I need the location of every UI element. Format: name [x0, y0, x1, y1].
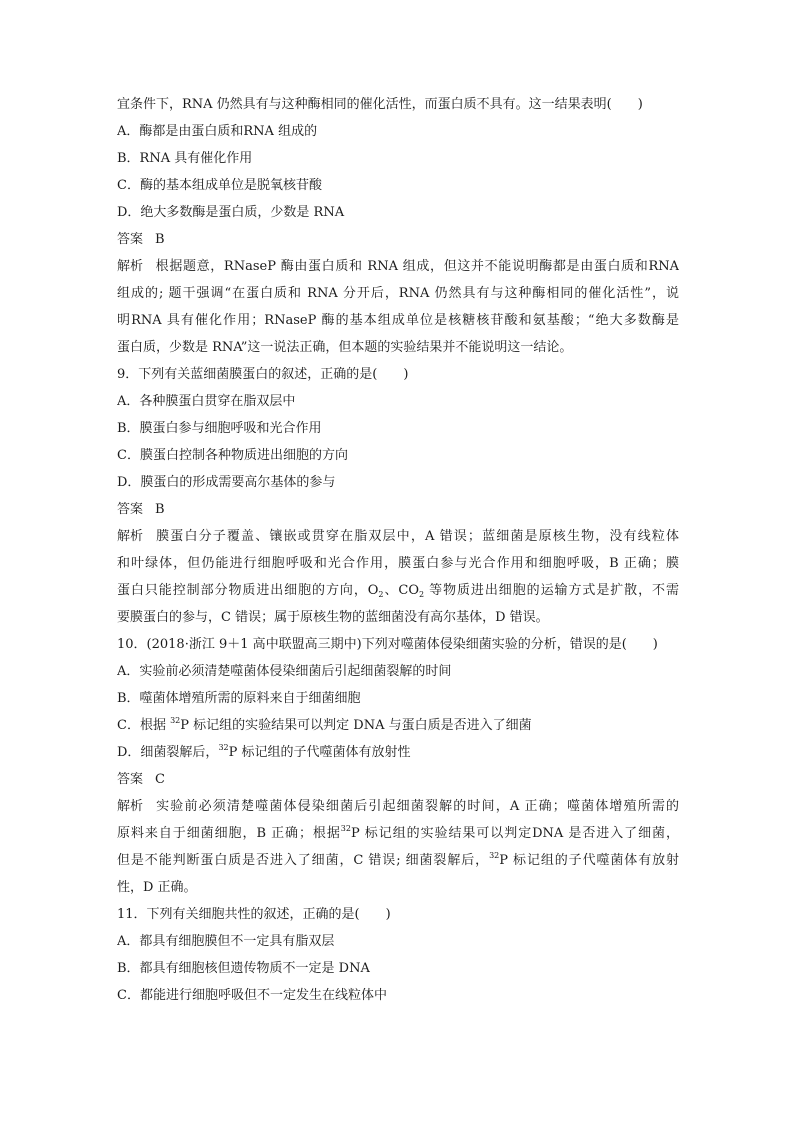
q8-analysis-line: 蛋白质，少数是 RNA”这一说法正确，但本题的实验结果并不能说明这一结论。	[117, 340, 573, 355]
superscript: 32	[218, 743, 229, 752]
q9-option-a: A．各种膜蛋白贯穿在脂双层中	[117, 394, 296, 409]
superscript: 32	[340, 824, 351, 833]
q10-stem: 10．(2018·浙江 9＋1 高中联盟高三期中)下列对噬菌体侵染细菌实验的分析，错误的是( )	[117, 637, 658, 652]
q10-analysis-line: 性，D 正确。	[117, 880, 197, 895]
answer-label: 答案	[117, 502, 144, 517]
q8-option-b: B．RNA 具有催化作用	[117, 151, 253, 166]
q9-option-b: B．膜蛋白参与细胞呼吸和光合作用	[117, 421, 322, 436]
option-text: P 标记组的子代噬菌体有放射性	[228, 745, 411, 760]
q11-stem: 11．下列有关细胞共性的叙述，正确的是( )	[117, 907, 391, 922]
q10-analysis-line	[117, 820, 679, 847]
q8-option-d: D．绝大多数酶是蛋白质，少数是 RNA	[117, 205, 345, 220]
q9-analysis-line: 和叶绿体，但仍能进行细胞呼吸和光合作用，膜蛋白参与光合作用和细胞呼吸，B 正确；膜	[117, 556, 679, 571]
q11-option-a: A．都具有细胞膜但不一定具有脂双层	[117, 934, 335, 949]
option-text: P 标记组的实验结果可以判定 DNA 与蛋白质是否进入了细菌	[180, 718, 532, 733]
option-text: D．细菌裂解后，	[117, 745, 219, 760]
q9-answer	[117, 496, 679, 523]
analysis-text: 根据题意，RNaseP 酶由蛋白质和 RNA 组成，但这并不能说明酶都是由蛋白质和RNA	[155, 259, 679, 274]
analysis-text: P 标记组的实验结果可以判定DNA 是否进入了细菌，	[350, 826, 679, 841]
option-text: C．根据	[117, 718, 171, 733]
subscript: 2	[378, 590, 384, 599]
analysis-text: 膜蛋白分子覆盖、镶嵌或贯穿在脂双层中，A 错误；蓝细菌是原核生物，没有线粒体	[155, 529, 679, 544]
subscript: 2	[418, 590, 425, 599]
answer-label: 答案	[117, 232, 144, 247]
q9-option-c: C．膜蛋白控制各种物质进出细胞的方向	[117, 448, 348, 463]
analysis-text: 等物质进出细胞的运输方式是扩散，不需	[424, 583, 679, 598]
q8-stem-tail: 宜条件下，RNA 仍然具有与这种酶相同的催化活性，而蛋白质不具有。这一结果表明( )	[117, 97, 643, 112]
analysis-text: P 标记组的子代噬菌体有放射	[499, 853, 679, 868]
q10-option-d	[117, 739, 679, 766]
q9-option-d: D．膜蛋白的形成需要高尔基体的参与	[117, 475, 336, 490]
answer-value: B	[155, 502, 165, 517]
analysis-text: 但是不能判断蛋白质是否进入了细菌，C 错误; 细菌裂解后，	[117, 853, 490, 868]
q8-answer	[117, 226, 679, 253]
q9-analysis-line	[117, 523, 679, 550]
q10-option-a: A．实验前必须清楚噬菌体侵染细菌后引起细菌裂解的时间	[117, 664, 452, 679]
page-content	[117, 91, 679, 1009]
answer-value: C	[155, 772, 165, 787]
q8-analysis-line: 组成的; 题干强调“在蛋白质和 RNA 分开后，RNA 仍然具有与这种酶相同的催化活性”，说	[117, 286, 679, 301]
analysis-text: 蛋白只能控制部分物质进出细胞的方向，O	[117, 583, 379, 598]
analysis-label: 解析	[117, 799, 144, 814]
q11-option-c: C．都能进行细胞呼吸但不一定发生在线粒体中	[117, 988, 387, 1003]
q9-stem: 9．下列有关蓝细菌膜蛋白的叙述，正确的是( )	[117, 367, 409, 382]
analysis-text: 原料来自于细菌细胞，B 正确；根据	[117, 826, 341, 841]
analysis-text: 实验前必须清楚噬菌体侵染细菌后引起细菌裂解的时间，A 正确；噬菌体增殖所需的	[155, 799, 679, 814]
q10-option-c	[117, 712, 679, 739]
q10-analysis-line	[117, 847, 679, 874]
analysis-label: 解析	[117, 529, 144, 544]
q10-analysis-line	[117, 793, 679, 820]
analysis-text: 、CO	[383, 583, 419, 598]
q9-analysis-line	[117, 577, 679, 604]
q8-analysis-line: 明RNA 具有催化作用；RNaseP 酶的基本组成单位是核糖核苷酸和氨基酸；“绝大多数酶是	[117, 313, 679, 328]
analysis-label: 解析	[117, 259, 144, 274]
q10-option-b: B．噬菌体增殖所需的原料来自于细菌细胞	[117, 691, 361, 706]
q11-option-b: B．都具有细胞核但遗传物质不一定是 DNA	[117, 961, 370, 976]
q10-answer	[117, 766, 679, 793]
q8-option-a: A．酶都是由蛋白质和RNA 组成的	[117, 124, 318, 139]
answer-value: B	[155, 232, 165, 247]
superscript: 32	[489, 851, 500, 860]
q9-analysis-line: 要膜蛋白的参与，C 错误；属于原核生物的蓝细菌没有高尔基体，D 错误。	[117, 610, 549, 625]
q8-option-c: C．酶的基本组成单位是脱氧核苷酸	[117, 178, 322, 193]
answer-label: 答案	[117, 772, 144, 787]
superscript: 32	[170, 716, 181, 725]
q8-analysis-line	[117, 253, 679, 280]
